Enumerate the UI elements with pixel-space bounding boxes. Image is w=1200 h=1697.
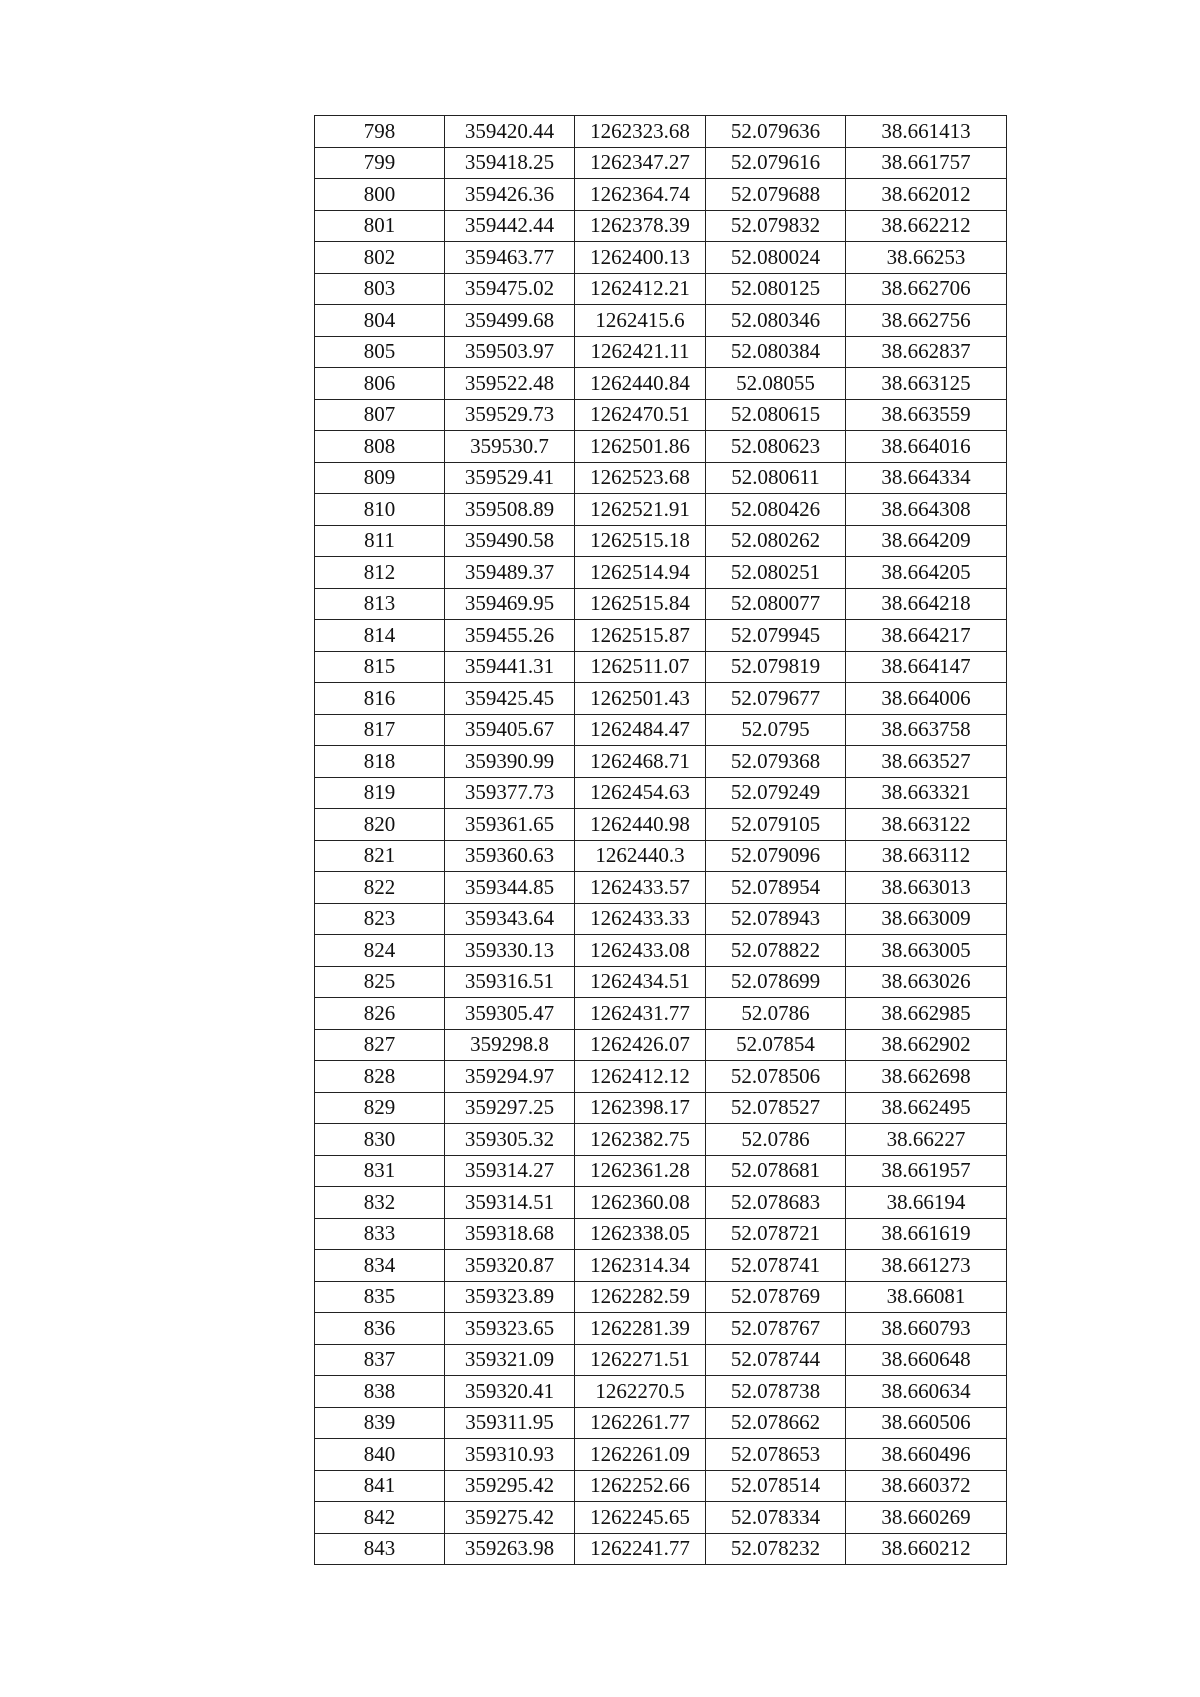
latitude-cell: 52.078662 <box>706 1407 846 1439</box>
point-number-cell: 839 <box>315 1407 445 1439</box>
longitude-cell: 38.663125 <box>846 368 1007 400</box>
x-coordinate-cell: 359297.25 <box>445 1092 575 1124</box>
x-coordinate-cell: 359275.42 <box>445 1502 575 1534</box>
y-coordinate-cell: 1262323.68 <box>575 116 706 148</box>
latitude-cell: 52.079636 <box>706 116 846 148</box>
table-row <box>315 872 1007 904</box>
latitude-cell: 52.079945 <box>706 620 846 652</box>
latitude-cell: 52.080346 <box>706 305 846 337</box>
x-coordinate-cell: 359377.73 <box>445 777 575 809</box>
x-coordinate-cell: 359425.45 <box>445 683 575 715</box>
point-number-cell: 809 <box>315 462 445 494</box>
x-coordinate-cell: 359318.68 <box>445 1218 575 1250</box>
y-coordinate-cell: 1262282.59 <box>575 1281 706 1313</box>
y-coordinate-cell: 1262361.28 <box>575 1155 706 1187</box>
x-coordinate-cell: 359305.32 <box>445 1124 575 1156</box>
table-row <box>315 1313 1007 1345</box>
table-row <box>315 903 1007 935</box>
longitude-cell: 38.661957 <box>846 1155 1007 1187</box>
point-number-cell: 807 <box>315 399 445 431</box>
y-coordinate-cell: 1262484.47 <box>575 714 706 746</box>
latitude-cell: 52.078822 <box>706 935 846 967</box>
coordinates-table <box>314 115 1007 1565</box>
point-number-cell: 831 <box>315 1155 445 1187</box>
table-row <box>315 1470 1007 1502</box>
table-row <box>315 1439 1007 1471</box>
y-coordinate-cell: 1262271.51 <box>575 1344 706 1376</box>
coordinates-table-body <box>315 116 1007 1565</box>
y-coordinate-cell: 1262433.33 <box>575 903 706 935</box>
table-row <box>315 1502 1007 1534</box>
latitude-cell: 52.078741 <box>706 1250 846 1282</box>
longitude-cell: 38.663559 <box>846 399 1007 431</box>
table-row <box>315 714 1007 746</box>
x-coordinate-cell: 359323.89 <box>445 1281 575 1313</box>
y-coordinate-cell: 1262515.84 <box>575 588 706 620</box>
point-number-cell: 834 <box>315 1250 445 1282</box>
latitude-cell: 52.0786 <box>706 1124 846 1156</box>
longitude-cell: 38.663321 <box>846 777 1007 809</box>
x-coordinate-cell: 359508.89 <box>445 494 575 526</box>
table-row <box>315 1376 1007 1408</box>
point-number-cell: 832 <box>315 1187 445 1219</box>
point-number-cell: 828 <box>315 1061 445 1093</box>
latitude-cell: 52.078769 <box>706 1281 846 1313</box>
x-coordinate-cell: 359499.68 <box>445 305 575 337</box>
x-coordinate-cell: 359294.97 <box>445 1061 575 1093</box>
y-coordinate-cell: 1262470.51 <box>575 399 706 431</box>
longitude-cell: 38.661619 <box>846 1218 1007 1250</box>
x-coordinate-cell: 359305.47 <box>445 998 575 1030</box>
latitude-cell: 52.080024 <box>706 242 846 274</box>
latitude-cell: 52.078954 <box>706 872 846 904</box>
latitude-cell: 52.080615 <box>706 399 846 431</box>
x-coordinate-cell: 359503.97 <box>445 336 575 368</box>
longitude-cell: 38.664217 <box>846 620 1007 652</box>
table-row <box>315 1344 1007 1376</box>
point-number-cell: 819 <box>315 777 445 809</box>
longitude-cell: 38.662495 <box>846 1092 1007 1124</box>
y-coordinate-cell: 1262426.07 <box>575 1029 706 1061</box>
point-number-cell: 799 <box>315 147 445 179</box>
y-coordinate-cell: 1262515.18 <box>575 525 706 557</box>
point-number-cell: 829 <box>315 1092 445 1124</box>
table-row <box>315 557 1007 589</box>
point-number-cell: 827 <box>315 1029 445 1061</box>
longitude-cell: 38.664006 <box>846 683 1007 715</box>
x-coordinate-cell: 359321.09 <box>445 1344 575 1376</box>
longitude-cell: 38.662985 <box>846 998 1007 1030</box>
longitude-cell: 38.663026 <box>846 966 1007 998</box>
y-coordinate-cell: 1262434.51 <box>575 966 706 998</box>
point-number-cell: 802 <box>315 242 445 274</box>
x-coordinate-cell: 359314.51 <box>445 1187 575 1219</box>
x-coordinate-cell: 359529.41 <box>445 462 575 494</box>
point-number-cell: 836 <box>315 1313 445 1345</box>
latitude-cell: 52.078683 <box>706 1187 846 1219</box>
x-coordinate-cell: 359311.95 <box>445 1407 575 1439</box>
longitude-cell: 38.660648 <box>846 1344 1007 1376</box>
table-row <box>315 1155 1007 1187</box>
point-number-cell: 798 <box>315 116 445 148</box>
latitude-cell: 52.080611 <box>706 462 846 494</box>
x-coordinate-cell: 359490.58 <box>445 525 575 557</box>
longitude-cell: 38.663013 <box>846 872 1007 904</box>
table-row <box>315 1187 1007 1219</box>
longitude-cell: 38.664209 <box>846 525 1007 557</box>
latitude-cell: 52.078527 <box>706 1092 846 1124</box>
point-number-cell: 801 <box>315 210 445 242</box>
y-coordinate-cell: 1262400.13 <box>575 242 706 274</box>
y-coordinate-cell: 1262521.91 <box>575 494 706 526</box>
x-coordinate-cell: 359314.27 <box>445 1155 575 1187</box>
y-coordinate-cell: 1262501.86 <box>575 431 706 463</box>
x-coordinate-cell: 359310.93 <box>445 1439 575 1471</box>
x-coordinate-cell: 359390.99 <box>445 746 575 778</box>
x-coordinate-cell: 359489.37 <box>445 557 575 589</box>
y-coordinate-cell: 1262454.63 <box>575 777 706 809</box>
x-coordinate-cell: 359530.7 <box>445 431 575 463</box>
table-row <box>315 651 1007 683</box>
table-row <box>315 1250 1007 1282</box>
longitude-cell: 38.660793 <box>846 1313 1007 1345</box>
point-number-cell: 815 <box>315 651 445 683</box>
latitude-cell: 52.079677 <box>706 683 846 715</box>
x-coordinate-cell: 359330.13 <box>445 935 575 967</box>
longitude-cell: 38.662756 <box>846 305 1007 337</box>
table-row <box>315 179 1007 211</box>
longitude-cell: 38.664147 <box>846 651 1007 683</box>
table-row <box>315 210 1007 242</box>
latitude-cell: 52.080251 <box>706 557 846 589</box>
point-number-cell: 806 <box>315 368 445 400</box>
y-coordinate-cell: 1262412.21 <box>575 273 706 305</box>
x-coordinate-cell: 359298.8 <box>445 1029 575 1061</box>
point-number-cell: 820 <box>315 809 445 841</box>
point-number-cell: 823 <box>315 903 445 935</box>
x-coordinate-cell: 359529.73 <box>445 399 575 431</box>
x-coordinate-cell: 359316.51 <box>445 966 575 998</box>
latitude-cell: 52.080262 <box>706 525 846 557</box>
point-number-cell: 805 <box>315 336 445 368</box>
point-number-cell: 817 <box>315 714 445 746</box>
point-number-cell: 808 <box>315 431 445 463</box>
latitude-cell: 52.079688 <box>706 179 846 211</box>
y-coordinate-cell: 1262398.17 <box>575 1092 706 1124</box>
point-number-cell: 833 <box>315 1218 445 1250</box>
y-coordinate-cell: 1262378.39 <box>575 210 706 242</box>
y-coordinate-cell: 1262261.77 <box>575 1407 706 1439</box>
point-number-cell: 840 <box>315 1439 445 1471</box>
table-row <box>315 368 1007 400</box>
y-coordinate-cell: 1262501.43 <box>575 683 706 715</box>
table-row <box>315 147 1007 179</box>
table-row <box>315 242 1007 274</box>
latitude-cell: 52.080125 <box>706 273 846 305</box>
longitude-cell: 38.660269 <box>846 1502 1007 1534</box>
table-row <box>315 1061 1007 1093</box>
y-coordinate-cell: 1262245.65 <box>575 1502 706 1534</box>
y-coordinate-cell: 1262433.57 <box>575 872 706 904</box>
x-coordinate-cell: 359418.25 <box>445 147 575 179</box>
latitude-cell: 52.0795 <box>706 714 846 746</box>
table-row <box>315 809 1007 841</box>
longitude-cell: 38.66253 <box>846 242 1007 274</box>
x-coordinate-cell: 359522.48 <box>445 368 575 400</box>
longitude-cell: 38.664334 <box>846 462 1007 494</box>
y-coordinate-cell: 1262360.08 <box>575 1187 706 1219</box>
latitude-cell: 52.078506 <box>706 1061 846 1093</box>
table-row <box>315 1281 1007 1313</box>
latitude-cell: 52.080384 <box>706 336 846 368</box>
y-coordinate-cell: 1262314.34 <box>575 1250 706 1282</box>
y-coordinate-cell: 1262241.77 <box>575 1533 706 1565</box>
latitude-cell: 52.078681 <box>706 1155 846 1187</box>
point-number-cell: 830 <box>315 1124 445 1156</box>
table-row <box>315 1407 1007 1439</box>
point-number-cell: 810 <box>315 494 445 526</box>
table-row <box>315 746 1007 778</box>
table-row <box>315 1092 1007 1124</box>
table-row <box>315 116 1007 148</box>
point-number-cell: 811 <box>315 525 445 557</box>
x-coordinate-cell: 359320.41 <box>445 1376 575 1408</box>
table-row <box>315 1029 1007 1061</box>
table-row <box>315 966 1007 998</box>
y-coordinate-cell: 1262468.71 <box>575 746 706 778</box>
longitude-cell: 38.662698 <box>846 1061 1007 1093</box>
latitude-cell: 52.079616 <box>706 147 846 179</box>
x-coordinate-cell: 359343.64 <box>445 903 575 935</box>
point-number-cell: 800 <box>315 179 445 211</box>
y-coordinate-cell: 1262523.68 <box>575 462 706 494</box>
longitude-cell: 38.662902 <box>846 1029 1007 1061</box>
y-coordinate-cell: 1262261.09 <box>575 1439 706 1471</box>
longitude-cell: 38.662212 <box>846 210 1007 242</box>
latitude-cell: 52.078232 <box>706 1533 846 1565</box>
x-coordinate-cell: 359455.26 <box>445 620 575 652</box>
y-coordinate-cell: 1262364.74 <box>575 179 706 211</box>
latitude-cell: 52.078738 <box>706 1376 846 1408</box>
x-coordinate-cell: 359475.02 <box>445 273 575 305</box>
table-row <box>315 777 1007 809</box>
table-row <box>315 588 1007 620</box>
longitude-cell: 38.664205 <box>846 557 1007 589</box>
y-coordinate-cell: 1262270.5 <box>575 1376 706 1408</box>
latitude-cell: 52.080426 <box>706 494 846 526</box>
latitude-cell: 52.078744 <box>706 1344 846 1376</box>
y-coordinate-cell: 1262433.08 <box>575 935 706 967</box>
y-coordinate-cell: 1262412.12 <box>575 1061 706 1093</box>
latitude-cell: 52.07854 <box>706 1029 846 1061</box>
longitude-cell: 38.662837 <box>846 336 1007 368</box>
longitude-cell: 38.663005 <box>846 935 1007 967</box>
point-number-cell: 816 <box>315 683 445 715</box>
latitude-cell: 52.079105 <box>706 809 846 841</box>
longitude-cell: 38.662012 <box>846 179 1007 211</box>
table-row <box>315 840 1007 872</box>
point-number-cell: 813 <box>315 588 445 620</box>
longitude-cell: 38.663112 <box>846 840 1007 872</box>
y-coordinate-cell: 1262515.87 <box>575 620 706 652</box>
table-row <box>315 431 1007 463</box>
y-coordinate-cell: 1262415.6 <box>575 305 706 337</box>
latitude-cell: 52.080623 <box>706 431 846 463</box>
latitude-cell: 52.078653 <box>706 1439 846 1471</box>
y-coordinate-cell: 1262252.66 <box>575 1470 706 1502</box>
longitude-cell: 38.660506 <box>846 1407 1007 1439</box>
latitude-cell: 52.079368 <box>706 746 846 778</box>
point-number-cell: 812 <box>315 557 445 589</box>
point-number-cell: 838 <box>315 1376 445 1408</box>
longitude-cell: 38.663009 <box>846 903 1007 935</box>
table-row <box>315 998 1007 1030</box>
x-coordinate-cell: 359442.44 <box>445 210 575 242</box>
x-coordinate-cell: 359463.77 <box>445 242 575 274</box>
longitude-cell: 38.664308 <box>846 494 1007 526</box>
table-row <box>315 462 1007 494</box>
point-number-cell: 837 <box>315 1344 445 1376</box>
x-coordinate-cell: 359361.65 <box>445 809 575 841</box>
latitude-cell: 52.078334 <box>706 1502 846 1534</box>
table-row <box>315 935 1007 967</box>
table-row <box>315 494 1007 526</box>
x-coordinate-cell: 359360.63 <box>445 840 575 872</box>
y-coordinate-cell: 1262421.11 <box>575 336 706 368</box>
latitude-cell: 52.078767 <box>706 1313 846 1345</box>
x-coordinate-cell: 359405.67 <box>445 714 575 746</box>
table-row <box>315 273 1007 305</box>
longitude-cell: 38.660634 <box>846 1376 1007 1408</box>
y-coordinate-cell: 1262511.07 <box>575 651 706 683</box>
point-number-cell: 818 <box>315 746 445 778</box>
longitude-cell: 38.661413 <box>846 116 1007 148</box>
y-coordinate-cell: 1262440.98 <box>575 809 706 841</box>
table-row <box>315 525 1007 557</box>
point-number-cell: 803 <box>315 273 445 305</box>
y-coordinate-cell: 1262514.94 <box>575 557 706 589</box>
point-number-cell: 821 <box>315 840 445 872</box>
x-coordinate-cell: 359441.31 <box>445 651 575 683</box>
longitude-cell: 38.66081 <box>846 1281 1007 1313</box>
x-coordinate-cell: 359426.36 <box>445 179 575 211</box>
point-number-cell: 826 <box>315 998 445 1030</box>
longitude-cell: 38.660212 <box>846 1533 1007 1565</box>
latitude-cell: 52.0786 <box>706 998 846 1030</box>
table-row <box>315 620 1007 652</box>
y-coordinate-cell: 1262338.05 <box>575 1218 706 1250</box>
longitude-cell: 38.663527 <box>846 746 1007 778</box>
point-number-cell: 841 <box>315 1470 445 1502</box>
longitude-cell: 38.660496 <box>846 1439 1007 1471</box>
table-row <box>315 683 1007 715</box>
x-coordinate-cell: 359469.95 <box>445 588 575 620</box>
x-coordinate-cell: 359323.65 <box>445 1313 575 1345</box>
x-coordinate-cell: 359420.44 <box>445 116 575 148</box>
table-row <box>315 1124 1007 1156</box>
latitude-cell: 52.079832 <box>706 210 846 242</box>
y-coordinate-cell: 1262281.39 <box>575 1313 706 1345</box>
table-row <box>315 336 1007 368</box>
table-row <box>315 1533 1007 1565</box>
latitude-cell: 52.079819 <box>706 651 846 683</box>
x-coordinate-cell: 359344.85 <box>445 872 575 904</box>
point-number-cell: 804 <box>315 305 445 337</box>
x-coordinate-cell: 359320.87 <box>445 1250 575 1282</box>
x-coordinate-cell: 359295.42 <box>445 1470 575 1502</box>
point-number-cell: 835 <box>315 1281 445 1313</box>
longitude-cell: 38.663122 <box>846 809 1007 841</box>
latitude-cell: 52.079096 <box>706 840 846 872</box>
point-number-cell: 824 <box>315 935 445 967</box>
y-coordinate-cell: 1262382.75 <box>575 1124 706 1156</box>
point-number-cell: 842 <box>315 1502 445 1534</box>
table-row <box>315 399 1007 431</box>
latitude-cell: 52.079249 <box>706 777 846 809</box>
x-coordinate-cell: 359263.98 <box>445 1533 575 1565</box>
table-row <box>315 1218 1007 1250</box>
table-row <box>315 305 1007 337</box>
latitude-cell: 52.080077 <box>706 588 846 620</box>
y-coordinate-cell: 1262431.77 <box>575 998 706 1030</box>
point-number-cell: 843 <box>315 1533 445 1565</box>
longitude-cell: 38.661273 <box>846 1250 1007 1282</box>
longitude-cell: 38.664218 <box>846 588 1007 620</box>
longitude-cell: 38.663758 <box>846 714 1007 746</box>
point-number-cell: 822 <box>315 872 445 904</box>
y-coordinate-cell: 1262440.3 <box>575 840 706 872</box>
point-number-cell: 825 <box>315 966 445 998</box>
longitude-cell: 38.662706 <box>846 273 1007 305</box>
longitude-cell: 38.661757 <box>846 147 1007 179</box>
y-coordinate-cell: 1262440.84 <box>575 368 706 400</box>
y-coordinate-cell: 1262347.27 <box>575 147 706 179</box>
longitude-cell: 38.66227 <box>846 1124 1007 1156</box>
longitude-cell: 38.664016 <box>846 431 1007 463</box>
latitude-cell: 52.08055 <box>706 368 846 400</box>
latitude-cell: 52.078699 <box>706 966 846 998</box>
point-number-cell: 814 <box>315 620 445 652</box>
longitude-cell: 38.66194 <box>846 1187 1007 1219</box>
latitude-cell: 52.078721 <box>706 1218 846 1250</box>
latitude-cell: 52.078514 <box>706 1470 846 1502</box>
latitude-cell: 52.078943 <box>706 903 846 935</box>
longitude-cell: 38.660372 <box>846 1470 1007 1502</box>
